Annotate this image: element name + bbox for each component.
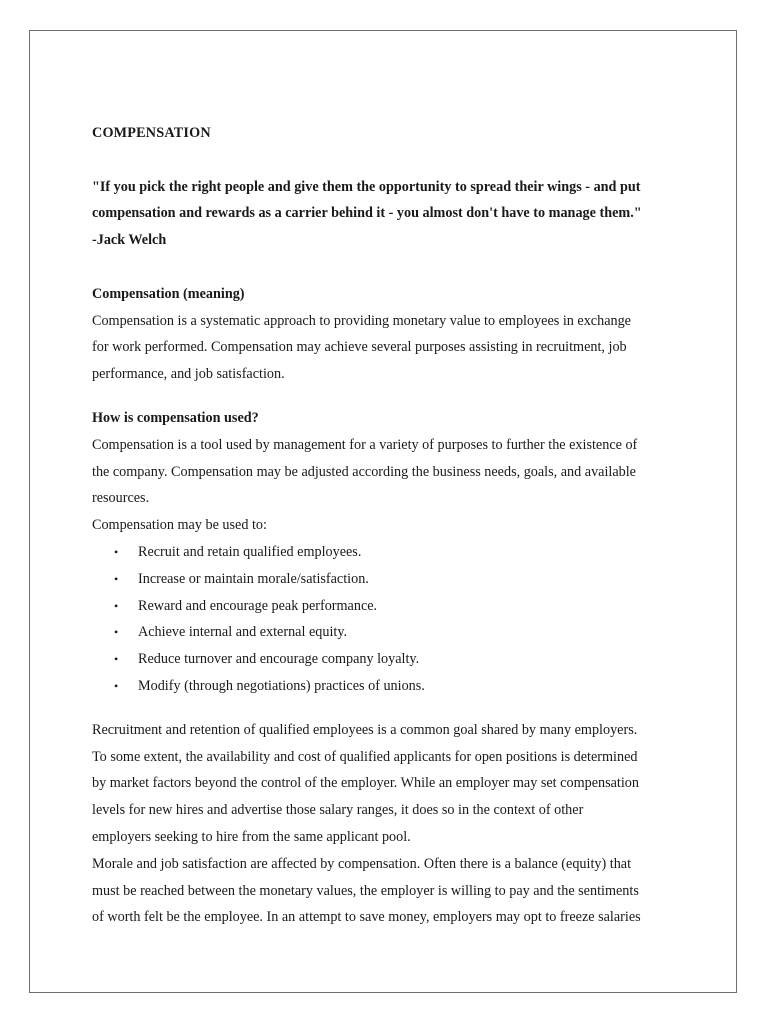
bullet-icon: • xyxy=(114,625,119,640)
list-item-text: Increase or maintain morale/satisfaction. xyxy=(138,570,369,587)
list-item-text: Reduce turnover and encourage company loyalty. xyxy=(138,651,420,668)
text-line: Compensation is a tool used by management for a variety of purposes to further the existence of xyxy=(92,436,638,453)
text-line: must be reached between the monetary values, the employer is willing to pay and the sentiments xyxy=(92,882,639,899)
list-item-text: Modify (through negotiations) practices of unions. xyxy=(138,677,425,694)
text-line: by market factors beyond the control of the employer. While an employer may set compensation xyxy=(92,775,639,792)
text-line: employers seeking to hire from the same applicant pool. xyxy=(92,828,411,845)
quote-line: "If you pick the right people and give them the opportunity to spread their wings - and put xyxy=(92,178,641,195)
quote-line: compensation and rewards as a carrier behind it - you almost don't have to manage them." xyxy=(92,205,642,222)
document-page xyxy=(29,30,737,993)
bullet-icon: • xyxy=(114,598,119,613)
text-line: Morale and job satisfaction are affected by compensation. Often there is a balance (equity) that xyxy=(92,855,632,872)
list-item xyxy=(92,539,677,566)
list-item xyxy=(92,646,677,673)
bullet-list xyxy=(92,539,677,700)
list-item xyxy=(92,619,677,646)
quote-author: -Jack Welch xyxy=(92,232,167,249)
paragraph-morale xyxy=(92,851,677,931)
list-item xyxy=(92,673,677,700)
text-line: Recruitment and retention of qualified employees is a common goal shared by many employers. xyxy=(92,721,638,738)
spacer xyxy=(92,388,677,405)
document-title: COMPENSATION xyxy=(92,125,211,141)
spacer xyxy=(92,700,677,717)
section-heading-meaning: Compensation (meaning) xyxy=(92,285,245,302)
text-line: of worth felt be the employee. In an attempt to save money, employers may opt to freeze salaries xyxy=(92,909,641,926)
bullet-icon: • xyxy=(114,544,119,559)
bullet-icon: • xyxy=(114,678,119,693)
text-line: resources. xyxy=(92,490,150,507)
text-line: performance, and job satisfaction. xyxy=(92,366,285,383)
paragraph-meaning xyxy=(92,308,677,388)
section-heading-usage: How is compensation used? xyxy=(92,409,259,426)
text-line: levels for new hires and advertise those salary ranges, it does so in the context of other xyxy=(92,802,584,819)
paragraph-recruitment xyxy=(92,717,677,851)
list-item-text: Recruit and retain qualified employees. xyxy=(138,543,362,560)
paragraph-usage xyxy=(92,432,677,512)
text-line: To some extent, the availability and cost of qualified applicants for open positions is determined xyxy=(92,748,638,765)
bullet-icon: • xyxy=(114,571,119,586)
text-line: for work performed. Compensation may achieve several purposes assisting in recruitment, job xyxy=(92,339,627,356)
document-body xyxy=(92,120,677,931)
text-line: Compensation is a systematic approach to providing monetary value to employees in exchange xyxy=(92,312,631,329)
bullet-icon: • xyxy=(114,652,119,667)
list-intro: Compensation may be used to: xyxy=(92,517,267,534)
list-item xyxy=(92,593,677,620)
list-item-text: Reward and encourage peak performance. xyxy=(138,597,378,614)
list-item-text: Achieve internal and external equity. xyxy=(138,624,348,641)
text-line: the company. Compensation may be adjusted according the business needs, goals, and available xyxy=(92,463,636,480)
list-item xyxy=(92,566,677,593)
